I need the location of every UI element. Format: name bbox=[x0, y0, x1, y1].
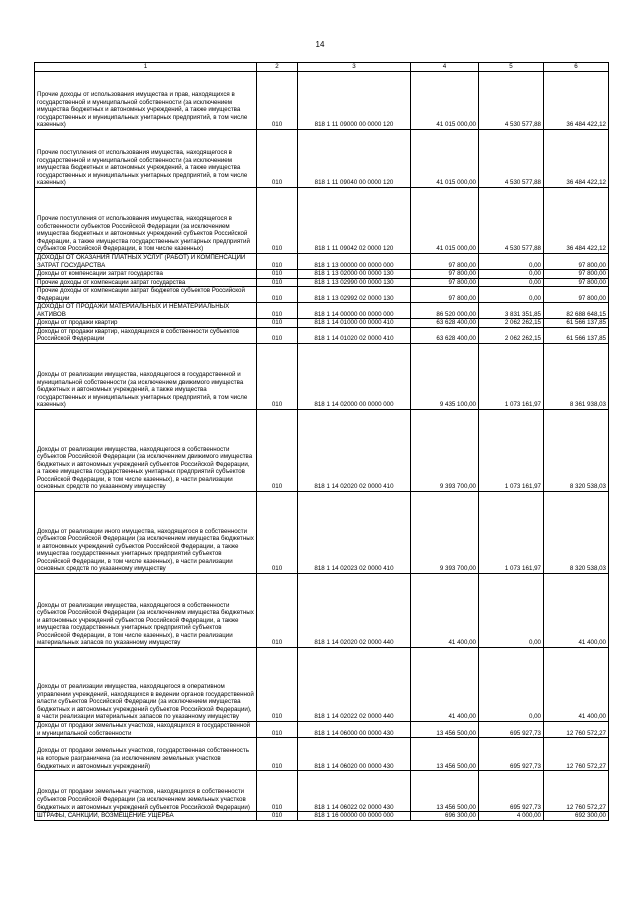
table-row bbox=[35, 188, 609, 254]
column-header: 2 bbox=[257, 63, 298, 72]
row-done-cell: 0,00 bbox=[479, 648, 544, 722]
row-name-cell: Доходы от реализации иного имущества, находящегося в собственности субъектов Российской Федерации (за исключением имущества бюджетных и автономных учреждений субъектов Российской Федерации, а также имущества государственных унитарных предприятий субъектов Российской Федерации, в том числе казенных), в части реализации основных средств по указанному имуществу bbox=[35, 492, 257, 574]
row-rest-cell: 97 800,00 bbox=[544, 270, 609, 279]
table-row bbox=[35, 812, 609, 821]
table-row bbox=[35, 738, 609, 771]
row-kbk-cell: 818 1 14 06020 00 0000 430 bbox=[298, 738, 411, 771]
row-rest-cell: 36 484 422,12 bbox=[544, 72, 609, 130]
row-done-cell: 0,00 bbox=[479, 270, 544, 279]
row-plan-cell: 63 628 400,00 bbox=[411, 319, 479, 328]
table-row bbox=[35, 574, 609, 648]
row-plan-cell: 41 015 000,00 bbox=[411, 72, 479, 130]
row-rest-cell: 97 800,00 bbox=[544, 287, 609, 303]
row-code-cell: 010 bbox=[257, 270, 298, 279]
row-plan-cell: 9 393 700,00 bbox=[411, 492, 479, 574]
column-header: 5 bbox=[479, 63, 544, 72]
row-plan-cell: 41 400,00 bbox=[411, 574, 479, 648]
row-code-cell: 010 bbox=[257, 130, 298, 188]
row-code-cell: 010 bbox=[257, 812, 298, 821]
row-code-cell: 010 bbox=[257, 327, 298, 343]
revenue-table bbox=[34, 62, 609, 821]
row-code-cell: 010 bbox=[257, 738, 298, 771]
row-rest-cell: 41 400,00 bbox=[544, 648, 609, 722]
row-kbk-cell: 818 1 13 02990 00 0000 130 bbox=[298, 278, 411, 287]
row-name-cell: Прочие поступления от использования имущества, находящегося в собственности субъектов Российской Федерации (за исключением имущества бюджетных и автономных учреждений субъектов Российской Федерации, а также имущества государственных унитарных предприятий субъектов Российской Федерации, в том числе казенных) bbox=[35, 188, 257, 254]
column-header: 3 bbox=[298, 63, 411, 72]
row-done-cell: 0,00 bbox=[479, 574, 544, 648]
row-rest-cell: 97 800,00 bbox=[544, 278, 609, 287]
row-kbk-cell: 818 1 14 06022 02 0000 430 bbox=[298, 771, 411, 812]
row-kbk-cell: 818 1 11 09000 00 0000 120 bbox=[298, 72, 411, 130]
row-plan-cell: 9 435 100,00 bbox=[411, 344, 479, 410]
row-plan-cell: 97 800,00 bbox=[411, 278, 479, 287]
row-done-cell: 4 530 577,88 bbox=[479, 72, 544, 130]
table-header-row bbox=[35, 63, 609, 72]
row-kbk-cell: 818 1 14 01020 02 0000 410 bbox=[298, 327, 411, 343]
row-done-cell: 1 073 161,97 bbox=[479, 492, 544, 574]
row-plan-cell: 696 300,00 bbox=[411, 812, 479, 821]
row-done-cell: 695 927,73 bbox=[479, 722, 544, 738]
row-code-cell: 010 bbox=[257, 410, 298, 492]
row-done-cell: 1 073 161,97 bbox=[479, 410, 544, 492]
row-name-cell: Доходы от реализации имущества, находящегося в государственной и муниципальной собственности (за исключением движимого имущества бюджетных и автономных учреждений, а также имущества государственных и муниципальных унитарных предприятий, в том числе казенных) bbox=[35, 344, 257, 410]
row-plan-cell: 97 800,00 bbox=[411, 254, 479, 270]
row-done-cell: 1 073 161,97 bbox=[479, 344, 544, 410]
row-plan-cell: 13 456 500,00 bbox=[411, 771, 479, 812]
row-plan-cell: 97 800,00 bbox=[411, 270, 479, 279]
row-done-cell: 0,00 bbox=[479, 278, 544, 287]
table-row bbox=[35, 492, 609, 574]
row-kbk-cell: 818 1 13 02992 02 0000 130 bbox=[298, 287, 411, 303]
row-done-cell: 2 062 262,15 bbox=[479, 327, 544, 343]
row-name-cell: ДОХОДЫ ОТ ПРОДАЖИ МАТЕРИАЛЬНЫХ И НЕМАТЕРИАЛЬНЫХ АКТИВОВ bbox=[35, 303, 257, 319]
table-row bbox=[35, 270, 609, 279]
column-header: 4 bbox=[411, 63, 479, 72]
row-name-cell: Доходы от реализации имущества, находящегося в собственности субъектов Российской Федерации (за исключением имущества бюджетных и автономных учреждений субъектов Российской Федерации, а также имущества государственных унитарных предприятий субъектов Российской Федерации, в том числе казенных), в части реализации материальных запасов по указанному имуществу bbox=[35, 574, 257, 648]
row-done-cell: 695 927,73 bbox=[479, 771, 544, 812]
row-done-cell: 4 000,00 bbox=[479, 812, 544, 821]
row-rest-cell: 41 400,00 bbox=[544, 574, 609, 648]
table-row bbox=[35, 327, 609, 343]
row-name-cell: ДОХОДЫ ОТ ОКАЗАНИЯ ПЛАТНЫХ УСЛУГ (РАБОТ) И КОМПЕНСАЦИИ ЗАТРАТ ГОСУДАРСТВА bbox=[35, 254, 257, 270]
row-plan-cell: 86 520 000,00 bbox=[411, 303, 479, 319]
row-code-cell: 010 bbox=[257, 771, 298, 812]
row-rest-cell: 36 484 422,12 bbox=[544, 130, 609, 188]
row-kbk-cell: 818 1 14 06000 00 0000 430 bbox=[298, 722, 411, 738]
column-header: 1 bbox=[35, 63, 257, 72]
row-name-cell: Доходы от продажи земельных участков, находящихся в государственной и муниципальной собственности bbox=[35, 722, 257, 738]
row-done-cell: 2 062 262,15 bbox=[479, 319, 544, 328]
row-done-cell: 3 831 351,85 bbox=[479, 303, 544, 319]
row-plan-cell: 63 628 400,00 bbox=[411, 327, 479, 343]
row-plan-cell: 13 456 500,00 bbox=[411, 738, 479, 771]
row-code-cell: 010 bbox=[257, 188, 298, 254]
row-code-cell: 010 bbox=[257, 278, 298, 287]
row-kbk-cell: 818 1 13 00000 00 0000 000 bbox=[298, 254, 411, 270]
row-plan-cell: 97 800,00 bbox=[411, 287, 479, 303]
table-row bbox=[35, 722, 609, 738]
row-name-cell: Прочие доходы от использования имущества и прав, находящихся в государственной и муниципальной собственности (за исключением имущества бюджетных и автономных учреждений, а также имущества государственных и муниципальных унитарных предприятий, в том числе казенных) bbox=[35, 72, 257, 130]
row-plan-cell: 41 400,00 bbox=[411, 648, 479, 722]
row-code-cell: 010 bbox=[257, 344, 298, 410]
row-name-cell: Доходы от продажи земельных участков, государственная собственность на которые разграничена (за исключением земельных участков бюджетных и автономных учреждений) bbox=[35, 738, 257, 771]
row-kbk-cell: 818 1 14 02020 02 0000 440 bbox=[298, 574, 411, 648]
row-name-cell: Прочие доходы от компенсации затрат государства bbox=[35, 278, 257, 287]
table-row bbox=[35, 648, 609, 722]
row-name-cell: Доходы от реализации имущества, находящегося в оперативном управлении учреждений, находящихся в ведении органов государственной власти субъектов Российской Федерации (за исключением имущества бюджетных и автономных учреждений субъектов Российской Федерации), в части реализации материальных запасов по указанному имуществу bbox=[35, 648, 257, 722]
row-code-cell: 010 bbox=[257, 287, 298, 303]
row-kbk-cell: 818 1 11 09042 02 0000 120 bbox=[298, 188, 411, 254]
row-rest-cell: 61 566 137,85 bbox=[544, 319, 609, 328]
row-done-cell: 0,00 bbox=[479, 287, 544, 303]
row-code-cell: 010 bbox=[257, 574, 298, 648]
row-rest-cell: 8 320 538,03 bbox=[544, 492, 609, 574]
table-row bbox=[35, 287, 609, 303]
row-kbk-cell: 818 1 14 02020 02 0000 410 bbox=[298, 410, 411, 492]
row-code-cell: 010 bbox=[257, 648, 298, 722]
row-rest-cell: 8 361 938,03 bbox=[544, 344, 609, 410]
row-rest-cell: 12 760 572,27 bbox=[544, 738, 609, 771]
row-code-cell: 010 bbox=[257, 303, 298, 319]
row-code-cell: 010 bbox=[257, 492, 298, 574]
row-plan-cell: 41 015 000,00 bbox=[411, 130, 479, 188]
row-code-cell: 010 bbox=[257, 319, 298, 328]
column-header: 6 bbox=[544, 63, 609, 72]
table-row bbox=[35, 72, 609, 130]
row-name-cell: Доходы от продажи земельных участков, находящихся в собственности субъектов Российской Федерации (за исключением земельных участков бюджетных и автономных учреждений субъектов Российской Федерации) bbox=[35, 771, 257, 812]
row-rest-cell: 82 688 648,15 bbox=[544, 303, 609, 319]
page-number: 14 bbox=[315, 40, 325, 49]
row-name-cell: Доходы от продажи квартир bbox=[35, 319, 257, 328]
table-row bbox=[35, 319, 609, 328]
table-row bbox=[35, 130, 609, 188]
row-plan-cell: 9 393 700,00 bbox=[411, 410, 479, 492]
row-name-cell: Доходы от реализации имущества, находящегося в собственности субъектов Российской Федерации (за исключением движимого имущества бюджетных и автономных учреждений субъектов Российской Федерации, а также имущества государственных унитарных предприятий субъектов Российской Федерации, в том числе казенных), в части реализации основных средств по указанному имуществу bbox=[35, 410, 257, 492]
row-rest-cell: 36 484 422,12 bbox=[544, 188, 609, 254]
row-kbk-cell: 818 1 16 00000 00 0000 000 bbox=[298, 812, 411, 821]
table-row bbox=[35, 278, 609, 287]
row-kbk-cell: 818 1 13 02000 00 0000 130 bbox=[298, 270, 411, 279]
row-done-cell: 4 530 577,88 bbox=[479, 188, 544, 254]
row-name-cell: ШТРАФЫ, САНКЦИИ, ВОЗМЕЩЕНИЕ УЩЕРБА bbox=[35, 812, 257, 821]
row-code-cell: 010 bbox=[257, 254, 298, 270]
table-row bbox=[35, 254, 609, 270]
table-row bbox=[35, 303, 609, 319]
row-plan-cell: 13 456 500,00 bbox=[411, 722, 479, 738]
row-name-cell: Доходы от компенсации затрат государства bbox=[35, 270, 257, 279]
table-row bbox=[35, 410, 609, 492]
row-kbk-cell: 818 1 14 00000 00 0000 000 bbox=[298, 303, 411, 319]
row-rest-cell: 97 800,00 bbox=[544, 254, 609, 270]
row-name-cell: Прочие поступления от использования имущества, находящегося в государственной и муниципальной собственности (за исключением имущества бюджетных и автономных учреждений, а также имущества государственных и муниципальных унитарных предприятий, в том числе казенных) bbox=[35, 130, 257, 188]
row-done-cell: 695 927,73 bbox=[479, 738, 544, 771]
row-rest-cell: 12 760 572,27 bbox=[544, 722, 609, 738]
row-rest-cell: 692 300,00 bbox=[544, 812, 609, 821]
row-kbk-cell: 818 1 11 09040 00 0000 120 bbox=[298, 130, 411, 188]
row-name-cell: Прочие доходы от компенсации затрат бюджетов субъектов Российской Федерации bbox=[35, 287, 257, 303]
row-code-cell: 010 bbox=[257, 72, 298, 130]
row-kbk-cell: 818 1 14 02022 02 0000 440 bbox=[298, 648, 411, 722]
row-rest-cell: 12 760 572,27 bbox=[544, 771, 609, 812]
row-name-cell: Доходы от продажи квартир, находящихся в собственности субъектов Российской Федерации bbox=[35, 327, 257, 343]
row-plan-cell: 41 015 000,00 bbox=[411, 188, 479, 254]
table-row bbox=[35, 771, 609, 812]
row-kbk-cell: 818 1 14 01000 00 0000 410 bbox=[298, 319, 411, 328]
row-rest-cell: 61 566 137,85 bbox=[544, 327, 609, 343]
row-rest-cell: 8 320 538,03 bbox=[544, 410, 609, 492]
row-done-cell: 4 530 577,88 bbox=[479, 130, 544, 188]
table-row bbox=[35, 344, 609, 410]
row-code-cell: 010 bbox=[257, 722, 298, 738]
row-kbk-cell: 818 1 14 02000 00 0000 000 bbox=[298, 344, 411, 410]
row-kbk-cell: 818 1 14 02023 02 0000 410 bbox=[298, 492, 411, 574]
row-done-cell: 0,00 bbox=[479, 254, 544, 270]
